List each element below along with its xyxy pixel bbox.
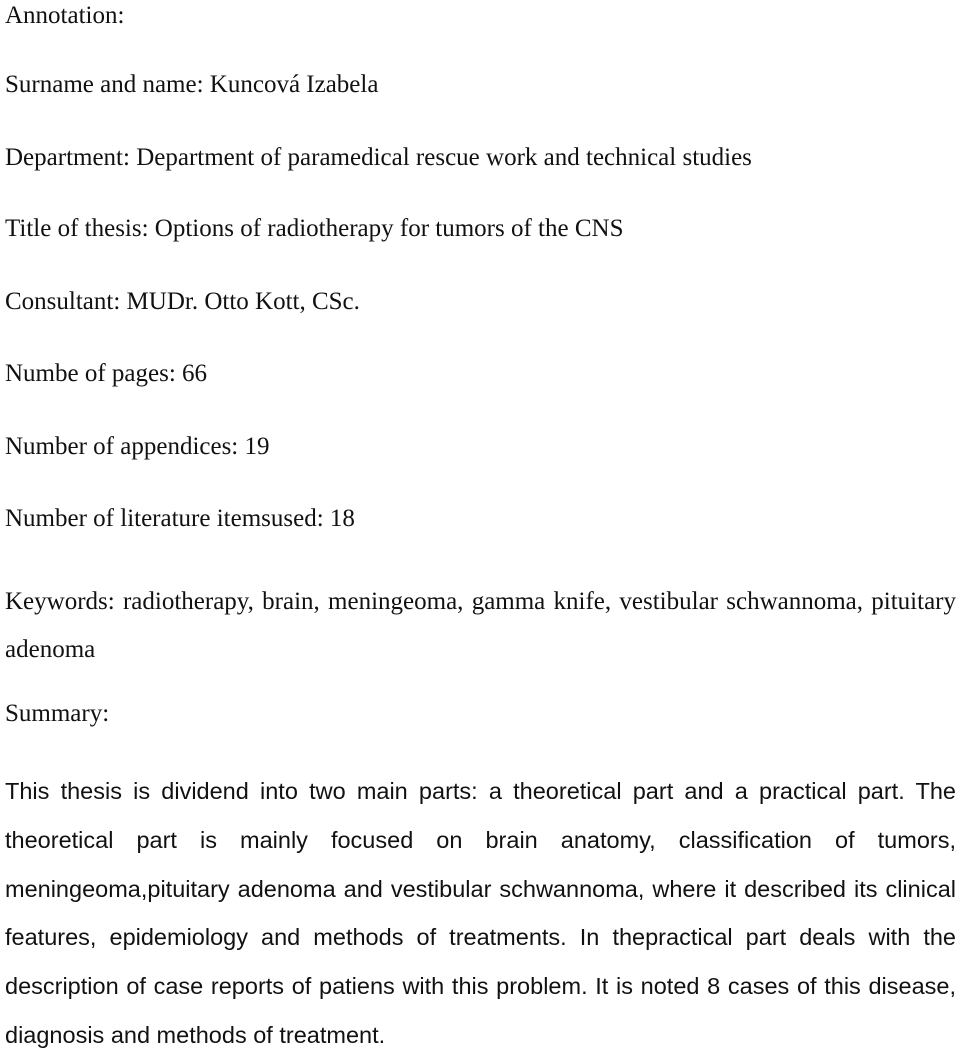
summary-sentence: In thepractical part deals with the description of case reports of patiens with this problem. [5, 924, 956, 1000]
summary-body [5, 767, 956, 1060]
summary-sentence: The theoretical part is mainly focused on brain anatomy, classification of tumors, meningeoma,pituitary adenoma and vestibular schwannoma, where it described its clinical features, epidemiology and methods of treatments. [5, 778, 956, 951]
page-count-field: Numbe of pages: 66 [5, 360, 208, 387]
literature-count-field: Number of literature itemsused: 18 [5, 505, 355, 532]
surname-name-field: Surname and name: Kuncová Izabela [5, 71, 379, 98]
summary-sentence: It is noted 8 cases of this disease, diagnosis and methods of treatment. [5, 973, 957, 1048]
keywords-field: Keywords: radiotherapy, brain, meningeoma, gamma knife, vestibular schwannoma, pituitary adenoma [5, 588, 956, 663]
appendices-count-field: Number of appendices: 19 [5, 433, 270, 460]
department-field: Department: Department of paramedical rescue work and technical studies [5, 144, 752, 171]
summary-sentence: This thesis is dividend into two main parts: a theoretical part and a practical part. [5, 778, 905, 804]
summary-heading: Summary: [5, 700, 110, 727]
thesis-title-field: Title of thesis: Options of radiotherapy for tumors of the CNS [5, 215, 624, 242]
consultant-field: Consultant: MUDr. Otto Kott, CSc. [5, 288, 360, 315]
annotation-heading: Annotation: [5, 2, 125, 29]
